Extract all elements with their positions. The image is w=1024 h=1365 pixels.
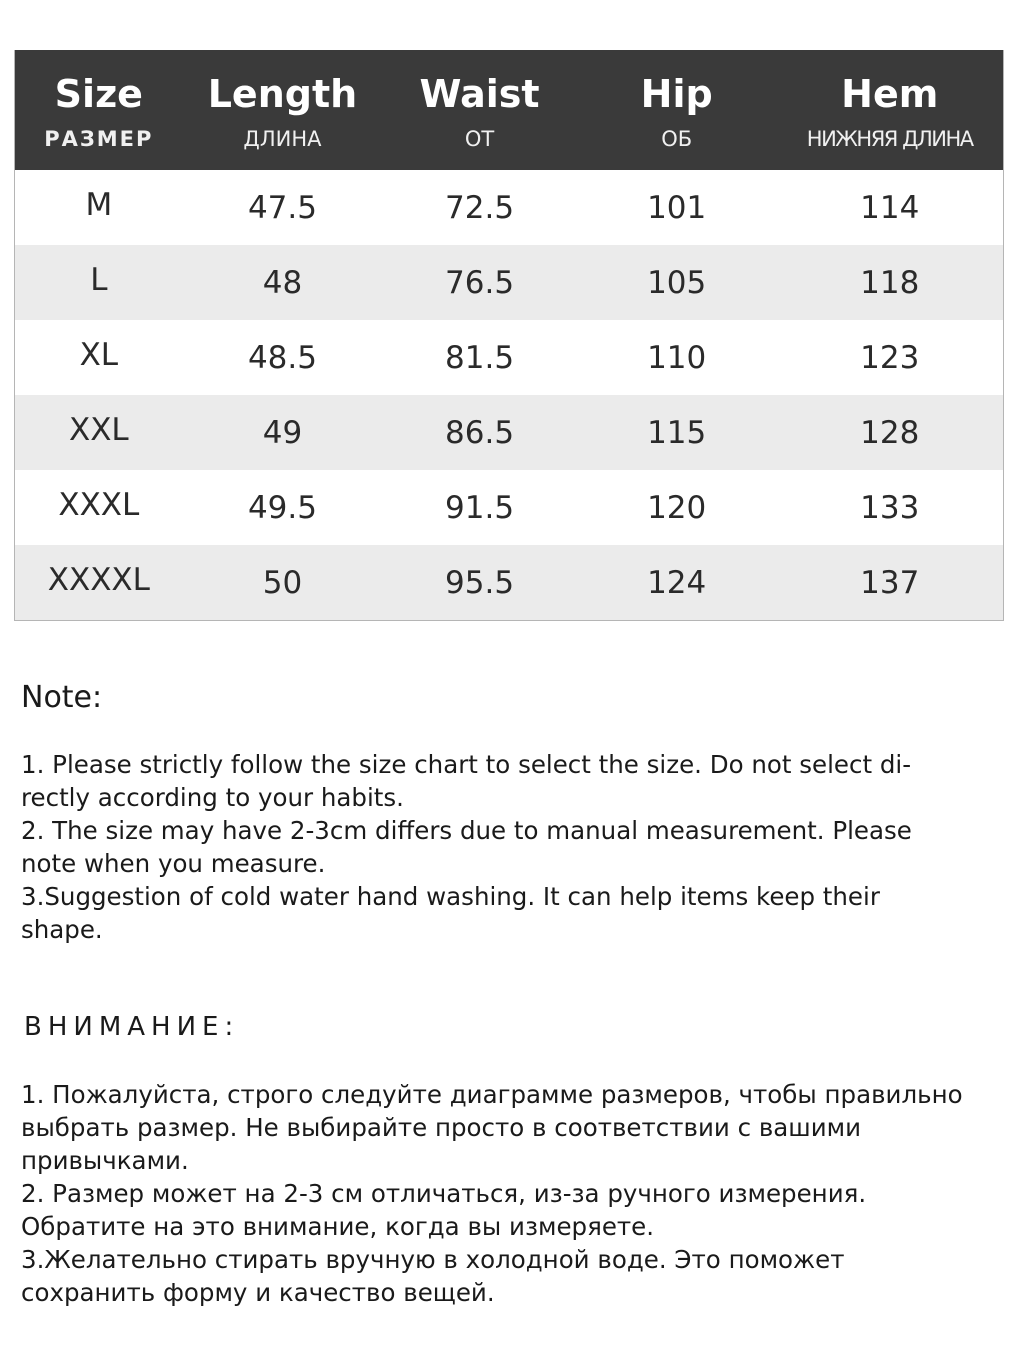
cell-length: 49.5 (247, 489, 317, 526)
note-line: 2. The size may have 2-3cm differs due to manual measurement. Please (21, 816, 912, 845)
note-line: 1. Пожалуйста, строго следуйте диаграмме размеров, чтобы правильно (21, 1080, 963, 1109)
cell-waist: 91.5 (445, 489, 515, 526)
cell-hem: 128 (860, 414, 920, 451)
note-line: 3.Suggestion of cold water hand washing. It can help items keep their (21, 882, 880, 911)
cell-length: 50 (262, 564, 303, 601)
table-row (15, 245, 1003, 320)
note-line: выбрать размер. Не выбирайте просто в соответствии с вашими (21, 1113, 862, 1142)
cell-length: 47.5 (247, 189, 317, 226)
note-title-en: Note: (21, 680, 103, 715)
note-line: привычками. (21, 1146, 189, 1175)
table-body (15, 170, 1003, 620)
cell-size: XXXL (58, 486, 140, 523)
note-line: 2. Размер может на 2-3 см отличаться, из-за ручного измерения. (21, 1179, 867, 1208)
header-hip (577, 50, 777, 170)
note-line: сохранить форму и качество вещей. (21, 1278, 495, 1307)
cell-hip: 101 (647, 189, 707, 226)
cell-size: L (90, 261, 108, 298)
table-row (15, 395, 1003, 470)
cell-hip: 110 (647, 339, 707, 376)
cell-size: XL (79, 336, 119, 373)
cell-waist: 86.5 (445, 414, 515, 451)
cell-hem: 114 (860, 189, 920, 226)
table-header-row (15, 50, 1003, 170)
cell-waist: 76.5 (445, 264, 515, 301)
note-line: 1. Please strictly follow the size chart to select the size. Do not select di- (21, 750, 912, 779)
cell-hem: 137 (860, 564, 920, 601)
header-length-en: Length (207, 71, 358, 116)
note-line: shape. (21, 915, 103, 944)
cell-hem: 118 (860, 264, 920, 301)
cell-hip: 120 (647, 489, 707, 526)
header-size (15, 50, 183, 170)
cell-size: XXL (68, 411, 129, 448)
note-line: note when you measure. (21, 849, 326, 878)
cell-hip: 105 (647, 264, 707, 301)
cell-waist: 81.5 (445, 339, 515, 376)
header-hip-ru: ОБ (661, 126, 693, 151)
header-hip-en: Hip (640, 71, 713, 116)
header-waist (382, 50, 577, 170)
header-hem-en: Hem (841, 71, 939, 116)
table-row (15, 470, 1003, 545)
cell-hem: 133 (860, 489, 920, 526)
header-size-ru: РАЗМЕР (44, 126, 154, 151)
note-body-en (21, 748, 991, 946)
cell-length: 48 (262, 264, 303, 301)
table-row (15, 545, 1003, 620)
table-row (15, 170, 1003, 245)
cell-waist: 95.5 (445, 564, 515, 601)
cell-length: 48.5 (247, 339, 317, 376)
cell-hem: 123 (860, 339, 920, 376)
header-waist-ru: ОТ (464, 126, 495, 151)
note-line: Обратите на это внимание, когда вы измеряете. (21, 1212, 655, 1241)
header-hem (776, 50, 1003, 170)
note-title-ru: ВНИМАНИЕ: (24, 1012, 240, 1042)
cell-size: XXXXL (47, 561, 150, 598)
header-length-ru: ДЛИНА (243, 126, 322, 151)
header-waist-en: Waist (419, 71, 540, 116)
cell-hip: 115 (647, 414, 707, 451)
cell-hip: 124 (647, 564, 707, 601)
table-row (15, 320, 1003, 395)
note-line: 3.Желательно стирать вручную в холодной воде. Это поможет (21, 1245, 845, 1274)
header-hem-ru: НИЖНЯЯ ДЛИНА (806, 126, 973, 151)
note-line: rectly according to your habits. (21, 783, 404, 812)
note-body-ru (21, 1078, 991, 1309)
cell-size: M (85, 186, 113, 223)
size-chart-table (14, 50, 1004, 621)
cell-waist: 72.5 (445, 189, 515, 226)
cell-length: 49 (262, 414, 303, 451)
header-size-en: Size (54, 71, 143, 116)
header-length (183, 50, 383, 170)
